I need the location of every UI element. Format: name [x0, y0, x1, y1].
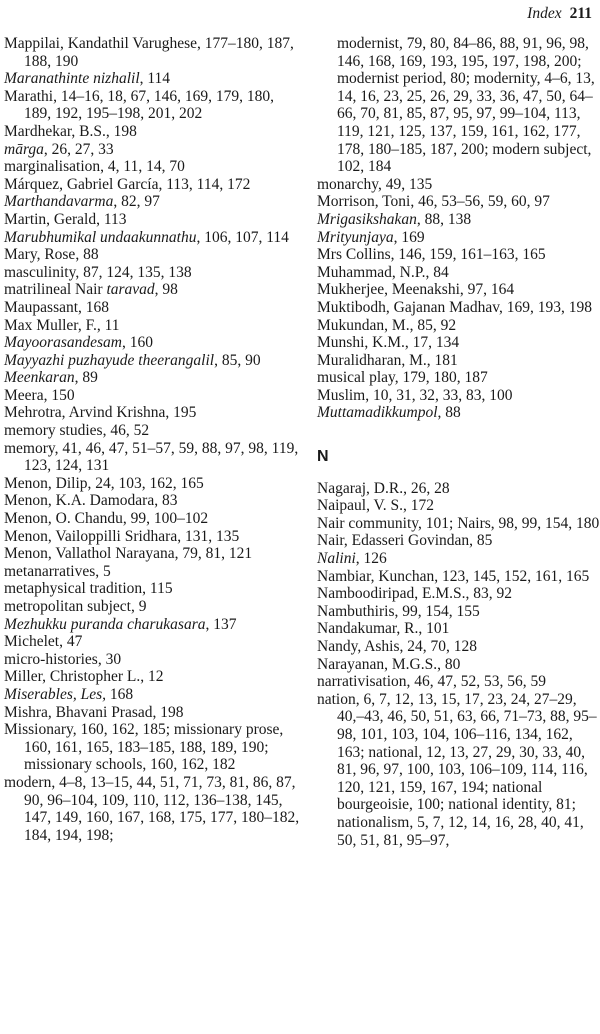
index-entry	[4, 352, 304, 370]
entry-text: Muktibodh, Gajanan Madhav, 169, 193, 198	[317, 298, 592, 316]
index-entry	[317, 673, 600, 691]
entry-text: Mardhekar, B.S., 198	[4, 122, 137, 140]
entry-text: , 160	[121, 334, 153, 352]
index-entry	[317, 691, 600, 849]
entry-text: Missionary, 160, 162, 185; missionary prose, 160, 161, 165, 183–185, 188, 189, 190; missionary schools, 160, 162, 182	[4, 721, 284, 774]
index-entry	[317, 387, 600, 405]
index-entry	[4, 492, 304, 510]
entry-text: Munshi, K.M., 17, 134	[317, 334, 460, 352]
entry-text: memory studies, 46, 52	[4, 422, 150, 440]
index-entry	[4, 422, 304, 440]
entry-title-italic: Mrigasikshakan	[317, 210, 417, 228]
entry-text: Narayanan, M.G.S., 80	[317, 655, 461, 673]
entry-text: Nandakumar, R., 101	[317, 620, 450, 638]
entry-text: , 169	[393, 228, 425, 246]
entry-title-italic: Marubhumikal undaakunnathu	[4, 228, 197, 246]
index-entry	[317, 638, 600, 656]
entry-text: metropolitan subject, 9	[4, 598, 147, 615]
index-entry	[317, 229, 600, 247]
entry-text: Mukundan, M., 85, 92	[317, 316, 457, 334]
index-entry	[317, 211, 600, 229]
section-letter: N	[317, 448, 329, 466]
entry-text: micro-histories, 30	[4, 650, 122, 668]
entry-text: , 137	[205, 615, 237, 633]
entry-text: Martin, Gerald, 113	[4, 210, 127, 228]
index-entry	[4, 317, 304, 335]
index-entry	[4, 176, 304, 194]
index-entry	[4, 211, 304, 229]
index-entry	[4, 246, 304, 264]
entry-text: Mappilai, Kandathil Varughese, 177–180, 187, 188, 190	[4, 35, 294, 70]
entry-text: Michelet, 47	[4, 633, 83, 651]
index-entry	[317, 193, 600, 211]
entry-title-italic: Marthandavarma	[4, 193, 114, 211]
entry-text: Mrs Collins, 146, 159, 161–163, 165	[317, 246, 546, 264]
entry-text: Mishra, Bhavani Prasad, 198	[4, 703, 184, 721]
entry-text: Marathi, 14–16, 18, 67, 146, 169, 179, 180, 189, 192, 195–198, 201, 202	[4, 87, 274, 123]
entry-text: , 98	[154, 281, 178, 299]
index-entry	[4, 686, 304, 704]
index-entry	[4, 651, 304, 669]
index-entry	[317, 532, 600, 550]
entry-text: modern, 4–8, 13–15, 44, 51, 71, 73, 81, 86, 87, 90, 96–104, 109, 110, 112, 136–138, 145, 147, 149, 160, 167, 168, 175, 177, 180–182, 184, 194, 198;	[4, 773, 300, 844]
entry-text: Menon, O. Chandu, 99, 100–102	[4, 510, 209, 528]
entry-text: Nandy, Ashis, 24, 70, 128	[317, 638, 478, 655]
entry-text: , 114	[139, 70, 171, 88]
entry-text: Mary, Rose, 88	[4, 246, 99, 264]
entry-text: Meera, 150	[4, 386, 75, 404]
index-entry	[4, 563, 304, 581]
entry-text: Muhammad, N.P., 84	[317, 263, 449, 281]
index-entry	[4, 299, 304, 317]
index-entry	[317, 404, 600, 422]
entry-text: masculinity, 87, 124, 135, 138	[4, 263, 192, 281]
page-header	[527, 5, 592, 23]
entry-text: narrativisation, 46, 47, 52, 53, 56, 59	[317, 673, 547, 691]
index-entry	[4, 616, 304, 634]
index-entry	[317, 480, 600, 498]
entry-text: Mehrotra, Arvind Krishna, 195	[4, 404, 197, 422]
index-entry	[4, 281, 304, 299]
entry-text: , 88	[437, 404, 461, 422]
index-entry	[4, 70, 304, 88]
index-entry	[317, 246, 600, 264]
entry-text: marginalisation, 4, 11, 14, 70	[4, 158, 185, 176]
entry-text: Menon, Vallathol Narayana, 79, 81, 121	[4, 545, 253, 563]
index-entry	[317, 515, 600, 533]
entry-text: , 106, 107, 114	[196, 228, 289, 246]
entry-text: Morrison, Toni, 46, 53–56, 59, 60, 97	[317, 193, 550, 211]
entry-text: 168	[106, 685, 134, 703]
entry-text: Muslim, 10, 31, 32, 33, 83, 100	[317, 386, 513, 404]
entry-text: Menon, Dilip, 24, 103, 162, 165	[4, 474, 204, 492]
index-entry	[317, 317, 600, 335]
index-entry	[4, 193, 304, 211]
index-entry	[4, 369, 304, 387]
entry-text: Max Muller, F., 11	[4, 316, 120, 334]
entry-title-italic: Meenkaran	[4, 369, 75, 387]
index-entry	[317, 568, 600, 586]
index-entry	[317, 603, 600, 621]
index-entry	[4, 35, 304, 70]
index-entry	[317, 352, 600, 370]
entry-text: Nagaraj, D.R., 26, 28	[317, 479, 450, 497]
entry-title-italic: Miserables, Les,	[4, 685, 107, 703]
entry-text: , 88, 138	[416, 210, 472, 228]
index-entry	[317, 620, 600, 638]
entry-text: , 85, 90	[214, 351, 261, 369]
entry-text: nation, 6, 7, 12, 13, 15, 17, 23, 24, 27–29, 40,–43, 46, 50, 51, 63, 66, 71–73, 88, 95–98, 101, 103, 104, 106–116, 134, 162, 163; national, 12, 13, 27, 29, 30, 33, 40, 81, 96, 97, 100, 103, 106–109, 114, 116, 120, 121, 159, 167, 194; national bourgeoisie, 100; national identity, 81; nationalism, 5, 7, 12, 14, 16, 28, 40, 41, 50, 51, 81, 95–97,	[317, 690, 597, 849]
entry-text: , 89	[74, 369, 98, 387]
index-entry	[317, 369, 600, 387]
entry-text: Miller, Christopher L., 12	[4, 668, 164, 686]
index-entry	[4, 598, 304, 616]
index-entry	[4, 141, 304, 159]
entry-text: Nair, Edasseri Govindan, 85	[317, 532, 493, 550]
entry-title-italic: Nalini	[317, 550, 356, 568]
index-entry	[317, 334, 600, 352]
entry-title-italic: taravad	[106, 281, 155, 299]
index-entry	[317, 176, 600, 194]
entry-text: Nair community, 101; Nairs, 98, 99, 154, 180	[317, 514, 600, 532]
index-entry	[4, 264, 304, 282]
entry-text: , 82, 97	[113, 193, 160, 211]
index-entry	[4, 633, 304, 651]
index-column-left	[4, 35, 304, 844]
entry-title-italic: Muttamadikkumpol	[317, 404, 438, 422]
entry-text: Mukherjee, Meenakshi, 97, 164	[317, 281, 515, 299]
index-entry	[4, 123, 304, 141]
index-column-right	[317, 35, 600, 849]
index-entry	[4, 528, 304, 546]
index-entry	[317, 35, 600, 176]
entry-text: Menon, K.A. Damodara, 83	[4, 492, 178, 510]
index-entry	[4, 510, 304, 528]
index-entry	[4, 704, 304, 722]
entry-text: Naipaul, V. S., 172	[317, 497, 434, 515]
entry-text: Márquez, Gabriel García, 113, 114, 172	[4, 175, 251, 193]
index-entry	[4, 158, 304, 176]
index-entry	[4, 229, 304, 247]
entry-title-italic: Mayyazhi puzhayude theerangalil	[4, 351, 215, 369]
index-entry	[317, 497, 600, 515]
entry-text: musical play, 179, 180, 187	[317, 369, 488, 387]
entry-text: Maupassant, 168	[4, 298, 110, 316]
entry-title-italic: Maranathinte nizhalil	[4, 70, 140, 88]
index-entry	[4, 774, 304, 844]
entry-text: Menon, Vailoppilli Sridhara, 131, 135	[4, 527, 240, 545]
index-entry	[4, 721, 304, 774]
entry-text: , 26, 27, 33	[43, 140, 114, 158]
entry-text: memory, 41, 46, 47, 51–57, 59, 88, 97, 98, 119, 123, 124, 131	[4, 439, 299, 475]
index-entry	[4, 580, 304, 598]
running-head: Index	[527, 5, 562, 22]
index-entry	[4, 404, 304, 422]
index-entry	[4, 387, 304, 405]
entry-text: Nambuthiris, 99, 154, 155	[317, 602, 480, 620]
entry-text: , 126	[355, 550, 387, 568]
index-entry	[4, 440, 304, 475]
index-entry	[317, 656, 600, 674]
entry-text: modernist, 79, 80, 84–86, 88, 91, 96, 98, 146, 168, 169, 193, 195, 197, 198, 200; modernist period, 80; modernity, 4–6, 13, 14, 16, 23, 25, 26, 29, 33, 36, 47, 50, 64–66, 70, 81, 85, 87, 95, 97, 99–104, 113, 119, 121, 125, 137, 159, 161, 162, 177, 178, 180–185, 187, 200; modern subject, 102, 184	[337, 35, 595, 176]
index-entry	[317, 299, 600, 317]
entry-text: Namboodiripad, E.M.S., 83, 92	[317, 585, 513, 603]
entry-text: metaphysical tradition, 115	[4, 580, 173, 598]
entry-title-italic: Mezhukku puranda charukasara	[4, 615, 206, 633]
index-entry	[4, 334, 304, 352]
entry-text: monarchy, 49, 135	[317, 175, 433, 193]
entry-text: Muralidharan, M., 181	[317, 351, 458, 369]
entry-title-italic: mārga	[4, 140, 44, 158]
index-entry	[4, 668, 304, 686]
index-entry	[317, 585, 600, 603]
entry-title-italic: Mrityunjaya	[317, 228, 394, 246]
index-entry	[317, 550, 600, 568]
entry-title-italic: Mayoorasandesam	[4, 334, 122, 352]
index-entry	[317, 264, 600, 282]
entry-text: Nambiar, Kunchan, 123, 145, 152, 161, 165	[317, 567, 590, 585]
index-entry	[4, 545, 304, 563]
index-entry	[4, 475, 304, 493]
entry-text: metanarratives, 5	[4, 562, 111, 580]
entry-text: matrilineal Nair	[4, 281, 107, 299]
index-entry	[317, 281, 600, 299]
page-number: 211	[569, 5, 592, 22]
index-entry	[4, 88, 304, 123]
